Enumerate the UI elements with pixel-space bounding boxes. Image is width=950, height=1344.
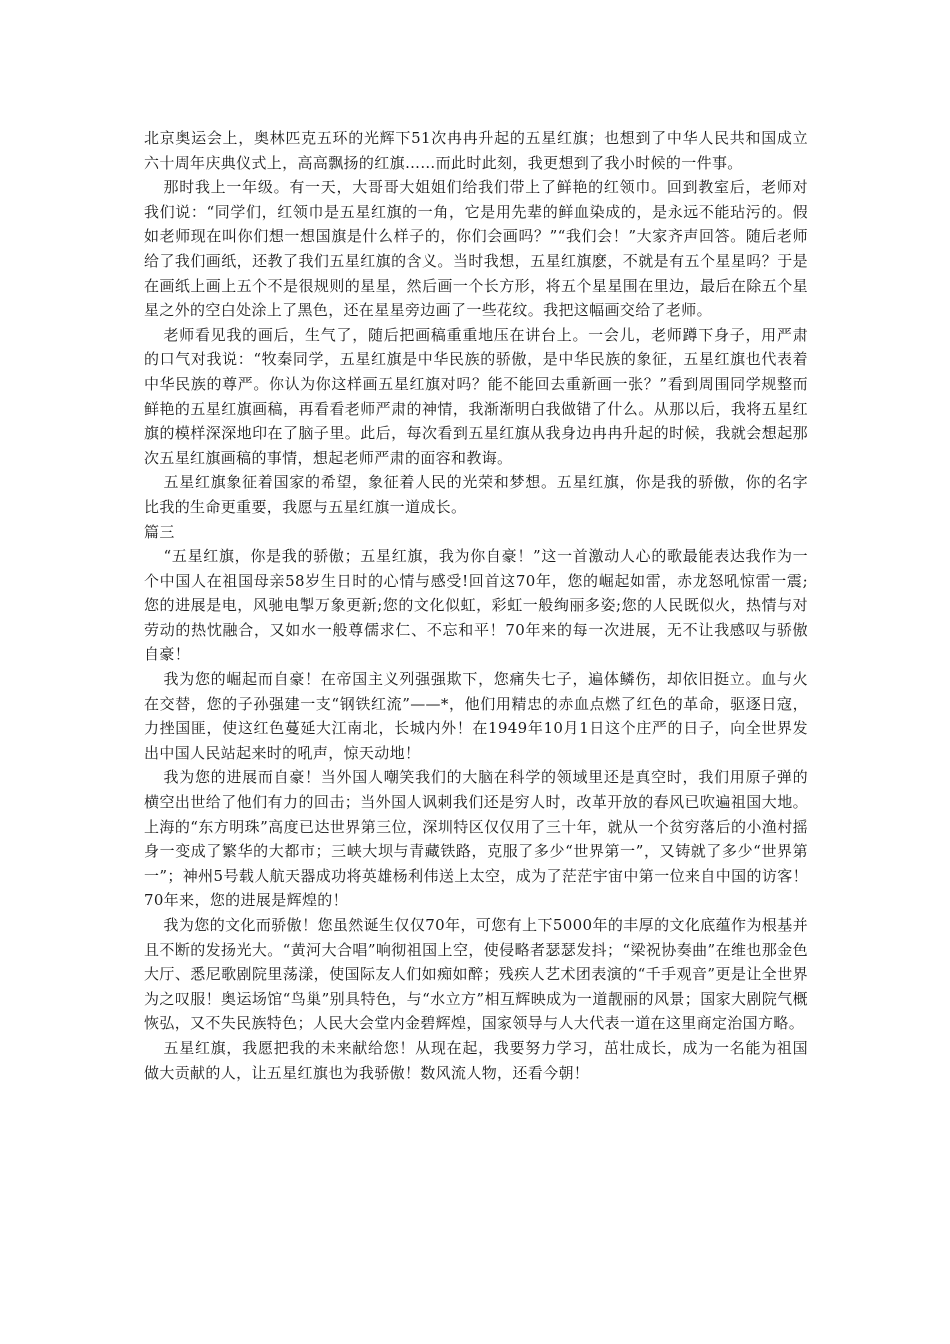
paragraph-7: 我为您的进展而自豪！当外国人嘲笑我们的大脑在科学的领域里还是真空时，我们用原子弹的横空出世给了他们有力的回击；当外国人讽刺我们还是穷人时，改革开放的春风已吹遍祖国大地。上海的“东方明珠”高度已达世界第三位，深圳特区仅仅用了三十年，就从一个贫穷落后的小渔村摇身一变成了繁华的大都市；三峡大坝与青藏铁路，克服了多少“世界第一”，又铸就了多少“世界第一”；神州5号载人航天器成功将英雄杨利伟送上太空，成为了茫茫宇宙中第一位来自中国的访客！70年来，您的进展是辉煌的！ <box>144 768 808 910</box>
paragraph-3: 老师看见我的画后，生气了，随后把画稿重重地压在讲台上。一会儿，老师蹲下身子，用严肃的口气对我说：“牧秦同学，五星红旗是中华民族的骄傲，是中华民族的象征，五星红旗也代表着中华民族的尊严。你认为你这样画五星红旗对吗？能不能回去重新画一张？”看到周围同学规整而鲜艳的五星红旗画稿，再看看老师严肃的神情，我渐渐明白我做错了什么。从那以后，我将五星红旗的模样深深地印在了脑子里。此后，每次看到五星红旗从我身边冉冉升起的时候，我就会想起那次五星红旗画稿的事情，想起老师严肃的面容和教诲。 <box>144 325 808 467</box>
paragraph-8: 我为您的文化而骄傲！您虽然诞生仅仅70年，可您有上下5000年的丰厚的文化底蕴作为根基并且不断的发扬光大。“黄河大合唱”响彻祖国上空，使侵略者瑟瑟发抖；“梁祝协奏曲”在维也那金色大厅、悉尼歌剧院里荡漾，使国际友人们如痴如醉；残疾人艺术团表演的“千手观音”更是让全世界为之叹服！奥运场馆“鸟巢”别具特色，与“水立方”相互辉映成为一道靓丽的风景；国家大剧院气概恢弘，又不失民族特色；人民大会堂内金碧辉煌，国家领导与人大代表一道在这里商定治国方略。 <box>144 916 808 1033</box>
paragraph-5: “五星红旗，你是我的骄傲；五星红旗，我为你自豪！”这一首激动人心的歌最能表达我作为一个中国人在祖国母亲58岁生日时的心情与感受!回首这70年，您的崛起如雷，赤龙怒吼惊雷一震;您的进展是电，风驰电掣万象更新;您的文化似虹，彩虹一般绚丽多姿;您的人民既似火，热情与对劳动的热忱融合，又如水一般尊儒求仁、不忘和平！70年来的每一次进展，无不让我感叹与骄傲自豪！ <box>144 547 808 664</box>
section-heading: 篇三 <box>144 522 175 541</box>
paragraph-1: 北京奥运会上，奥林匹克五环的光辉下51次冉冉升起的五星红旗；也想到了中华人民共和国成立六十周年庆典仪式上，高高飘扬的红旗……而此时此刻，我更想到了我小时候的一件事。 <box>144 129 808 172</box>
paragraph-6: 我为您的崛起而自豪！在帝国主义列强强欺下，您痛失七子，遍体鳞伤，却依旧挺立。血与火在交替，您的子孙强建一支“钢铁红流”——*，他们用精忠的赤血点燃了红色的革命，驱逐日寇，力挫国匪，使这红色蔓延大江南北，长城内外！在1949年10月1日这个庄严的日子，向全世界发出中国人民站起来时的吼声，惊天动地！ <box>144 670 808 762</box>
paragraph-2: 那时我上一年级。有一天，大哥哥大姐姐们给我们带上了鲜艳的红领巾。回到教室后，老师对我们说：“同学们，红领巾是五星红旗的一角，它是用先辈的鲜血染成的，是永远不能玷污的。假如老师现在叫你们想一想国旗是什么样子的，你们会画吗？”“我们会！”大家齐声回答。随后老师给了我们画纸，还教了我们五星红旗的含义。当时我想，五星红旗麽，不就是有五个星星吗？于是在画纸上画上五个不是很规则的星星，然后画一个长方形，将五个星星围在里边，最后在除五个星星之外的空白处涂上了黑色，还在星星旁边画了一些花纹。我把这幅画交给了老师。 <box>144 178 808 320</box>
document-body <box>144 126 808 1085</box>
paragraph-9: 五星红旗，我愿把我的未来献给您！从现在起，我要努力学习，茁壮成长，成为一名能为祖国做大贡献的人，让五星红旗也为我骄傲！数风流人物，还看今朝！ <box>144 1038 808 1082</box>
paragraph-4: 五星红旗象征着国家的希望，象征着人民的光荣和梦想。五星红旗，你是我的骄傲，你的名字比我的生命更重要，我愿与五星红旗一道成长。 <box>144 473 808 516</box>
